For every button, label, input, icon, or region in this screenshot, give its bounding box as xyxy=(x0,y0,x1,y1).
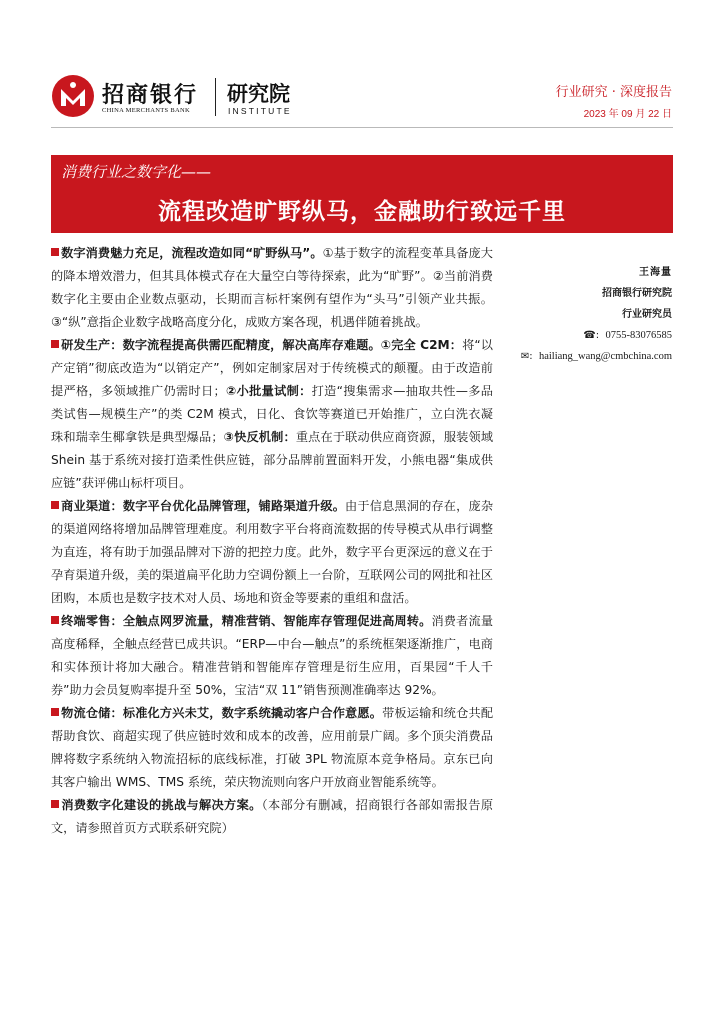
phone-icon: ☎: xyxy=(583,330,600,341)
section-text: ①基于数字的流程变革具备庞大的降本增效潜力，但其具体模式存在大量空白等待探索，此为“旷野”。②当前消费数字化主要由企业数点驱动，长期而言标杆案例有望作为“头马”引领产业共振。③“纵”意指企业数字战略高度分化，成败方案各现，机遇伴随着挑战。 xyxy=(51,246,493,329)
section-text: 由于信息黑洞的存在，庞杂的渠道网络将增加品牌管理难度。利用数字平台将商流数据的传导模式从串行调整为直连，将有助于加强品牌对下游的把控力度。此外，数字平台更深远的意义在于孕育渠道升级，美的渠道扁平化助力空调份额上一台阶，互联网公司的网批和社区团购，本质也是数字技术对人员、场地和资金等要素的重组和盘活。 xyxy=(51,499,494,605)
email-line xyxy=(502,346,672,367)
section-text: 消费者流量高度稀释，全触点经营已成共识。“ERP—中台—触点”的系统框架逐渐推广，电商和实体预计将加大融合。精准营销和智能库存管理是衍生应用，百果园“千人千券”助力会员复购率提升至 50%，宝洁“双 11”销售预测准确率达 92%。 xyxy=(51,614,494,697)
section-lead: 研发生产：数字流程提高供需匹配精度，解决高库存难题。 xyxy=(61,338,381,352)
section-lead: 物流仓储：标准化方兴未艾，数字系统撬动客户合作意愿。 xyxy=(61,706,383,720)
section-paragraph xyxy=(51,242,493,334)
section-text: 将“以产定销”彻底改造为“以销定产”，例如定制家居对于传统模式的颠覆。由于改造前提严格，多领域推广仍需时日； xyxy=(51,338,493,398)
author-sidebar xyxy=(502,262,672,367)
bullet-square-icon xyxy=(51,340,59,348)
brand-name-cn: 招商银行 xyxy=(102,83,199,108)
report-title: 流程改造旷野纵马，金融助行致远千里 xyxy=(158,199,566,225)
email-address[interactable]: hailiang_wang@cmbchina.com xyxy=(538,351,672,362)
report-date: 2023 年 09 月 22 日 xyxy=(583,109,672,120)
bullet-square-icon xyxy=(51,501,59,509)
phone-number: 0755-83076585 xyxy=(605,330,672,341)
phone-line xyxy=(502,325,672,346)
cmb-logo-icon xyxy=(51,74,95,118)
author-org: 招商银行研究院 xyxy=(602,288,672,299)
author-role: 行业研究员 xyxy=(622,309,672,320)
bullet-square-icon xyxy=(51,708,59,716)
section-paragraph xyxy=(51,794,493,840)
section-text: 重点在于联动供应商资源，服装领域 Shein 基于系统对接打造柔性供应链，部分品牌前置面料开发，小熊电器“集成供应链”获评佛山标杆项目。 xyxy=(51,430,494,490)
author-name: 王海量 xyxy=(639,267,672,278)
section-lead: 消费数字化建设的挑战与解决方案。 xyxy=(61,798,262,812)
subpoint-label: ①完全 C2M： xyxy=(380,338,463,352)
subpoint-label: ②小批量试制： xyxy=(225,384,312,398)
institute-name-en: INSTITUTE xyxy=(228,106,292,116)
section-lead: 商业渠道：数字平台优化品牌管理，铺路渠道升级。 xyxy=(61,499,346,513)
title-banner xyxy=(51,155,673,233)
email-icon: ✉: xyxy=(520,351,533,362)
header-divider xyxy=(51,127,673,128)
subpoint-label: ③快反机制： xyxy=(223,430,296,444)
section-paragraph xyxy=(51,702,493,794)
bullet-square-icon xyxy=(51,248,59,256)
section-paragraph xyxy=(51,495,493,610)
section-paragraph xyxy=(51,610,493,702)
section-lead: 数字消费魅力充足，流程改造如同“旷野纵马”。 xyxy=(61,246,323,260)
section-lead: 终端零售：全触点网罗流量，精准营销、智能库存管理促进高周转。 xyxy=(61,614,432,628)
section-text: 打造“搜集需求—抽取共性—多品类试售—规模生产”的类 C2M 模式，日化、食饮等赛道已开始推广，立白洗衣凝珠和瑞幸生椰拿铁是典型爆品； xyxy=(51,384,493,444)
section-paragraph xyxy=(51,334,493,495)
institute-name-cn: 研究院 xyxy=(227,82,290,106)
section-text: 带板运输和统仓共配帮助食饮、商超实现了供应链时效和成本的改善，应用前景广阔。多个顶尖消费品牌将数字系统纳入物流招标的底线标准，打破 3PL 物流原本竞争格局。京东已向其客户输出 WMS、TMS 系统，荣庆物流则向客户开放商业智能系统等。 xyxy=(51,706,494,789)
series-subtitle: 消费行业之数字化—— xyxy=(61,163,212,181)
summary-body xyxy=(51,242,493,840)
report-type: 行业研究 · 深度报告 xyxy=(555,85,672,100)
section-text: （本部分有删减，招商银行各部如需报告原文，请参照首页方式联系研究院） xyxy=(51,798,494,835)
bullet-square-icon xyxy=(51,616,59,624)
bullet-square-icon xyxy=(51,800,59,808)
brand-name-en: CHINA MERCHANTS BANK xyxy=(102,107,190,114)
logo-divider xyxy=(215,78,216,116)
